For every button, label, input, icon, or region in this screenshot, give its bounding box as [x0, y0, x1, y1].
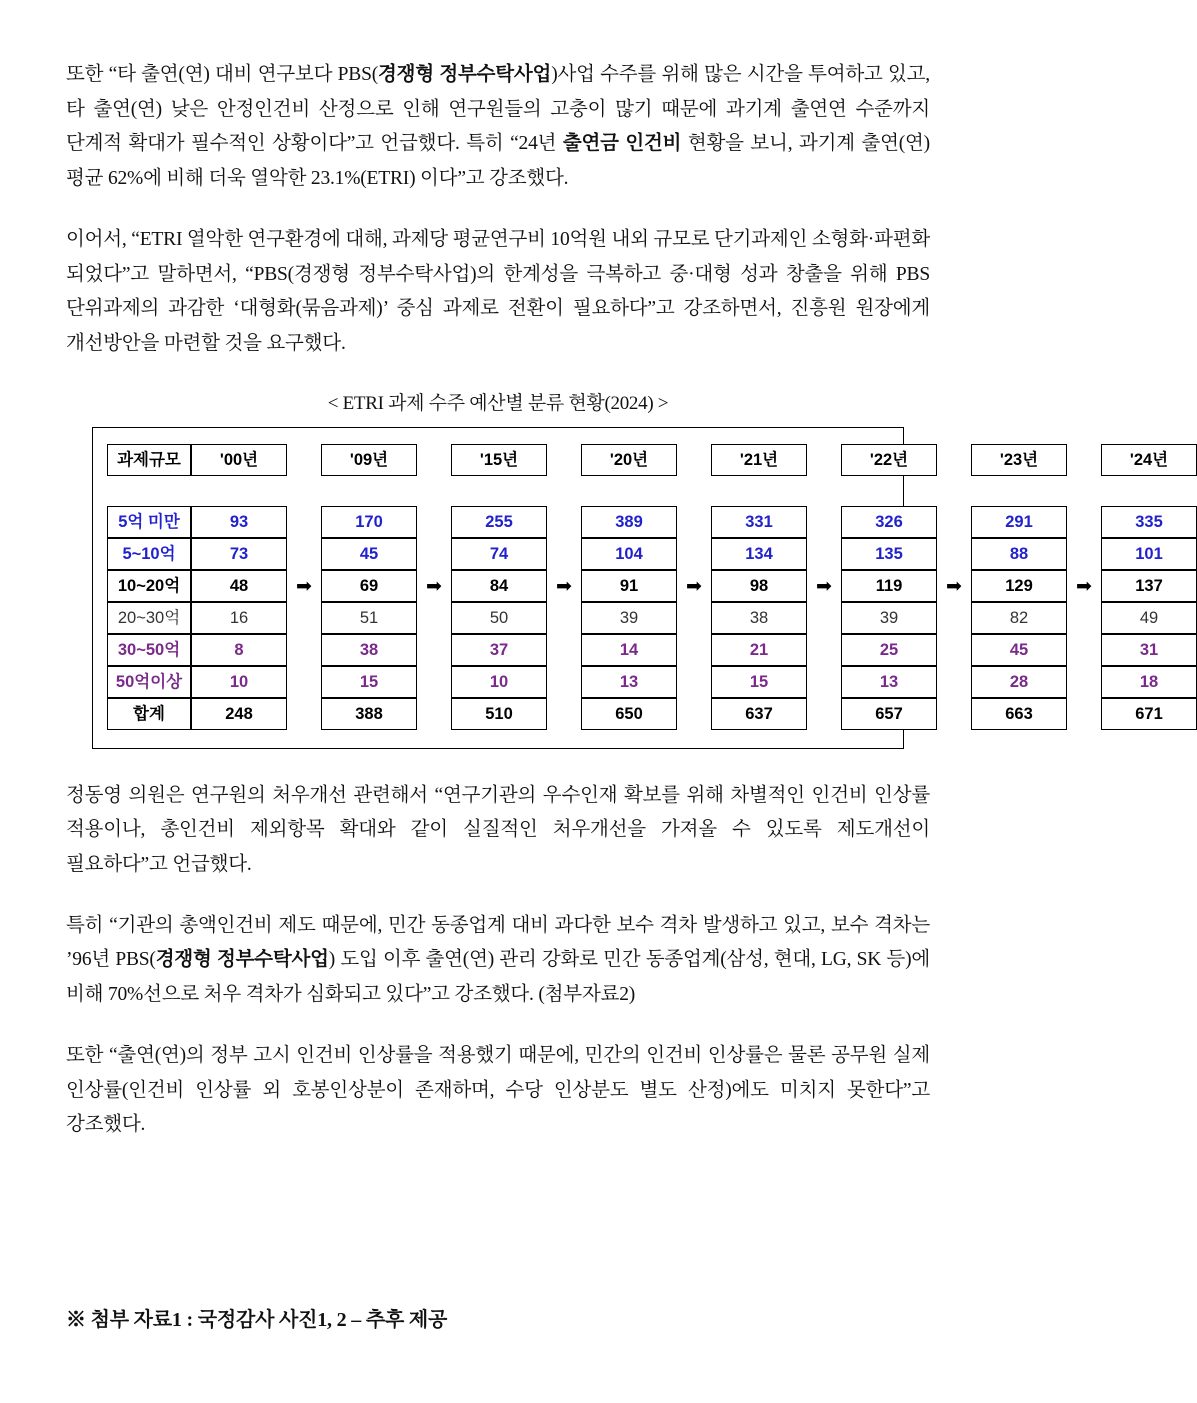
spacer-cell [937, 698, 971, 730]
spacer-cell [807, 538, 841, 570]
table-cell-value: 637 [711, 698, 807, 730]
table-cell-value: 15 [321, 666, 417, 698]
table-cell-value: 93 [191, 506, 287, 538]
table-cell-value: 45 [321, 538, 417, 570]
table-cell-value: 663 [971, 698, 1067, 730]
spacer-cell [417, 634, 451, 666]
row-label: 5~10억 [107, 538, 191, 570]
table-cell-value: 326 [841, 506, 937, 538]
body-text: 또한 “타 출연(연) 대비 연구보다 PBS( [66, 64, 379, 85]
column-header: '23년 [971, 444, 1067, 476]
budget-table [107, 444, 1197, 730]
spacer-cell [1067, 698, 1101, 730]
paragraph-5 [66, 1039, 930, 1143]
table-cell-value: 8 [191, 634, 287, 666]
body-text: )사업 수주를 위해 많은 시간을 투여하고 있고, 타 출연(연) 낮은 안정인건비 산정으로 인해 연구원들의 고충이 많기 때문에 과기계 출연연 수준까지 단계적 확대가 필수적인 상황이다”고 언급했다. 특히 “24년 [66, 64, 930, 155]
table-caption: < ETRI 과제 수주 예산별 분류 현황(2024) > [327, 392, 669, 414]
spacer-cell [287, 538, 321, 570]
table-cell-value: 18 [1101, 666, 1197, 698]
body-text: 또한 “출연(연)의 정부 고시 인건비 인상률을 적용했기 때문에, 민간의 인건비 인상률은 물론 공무원 실제 인상률(인건비 인상률 외 호봉인상분이 존재하며, 수당 인상분도 별도 산정)에도 미치지 못한다”고 강조했다. [66, 1044, 930, 1136]
spacer-cell [807, 666, 841, 698]
table-cell-value: 255 [451, 506, 547, 538]
table-row [107, 602, 1197, 634]
row-label: 5억 미만 [107, 506, 191, 538]
trend-arrow-icon: ➡ [816, 574, 832, 597]
table-row [107, 570, 1197, 602]
emphasis-text: 경쟁형 정부수탁사업 [378, 64, 552, 85]
table-cell-value: 37 [451, 634, 547, 666]
spacer-cell [807, 602, 841, 634]
column-header: '15년 [451, 444, 547, 476]
spacer-cell [417, 538, 451, 570]
column-header: '09년 [321, 444, 417, 476]
budget-table-container [92, 427, 1169, 749]
trend-arrow-icon: ➡ [426, 574, 442, 597]
spacer-cell [287, 666, 321, 698]
attachment-note: ※ 첨부 자료1 : 국정감사 사진1, 2 – 추후 제공 [66, 1308, 448, 1331]
table-cell-value: 45 [971, 634, 1067, 666]
spacer-cell [1067, 666, 1101, 698]
column-header: '22년 [841, 444, 937, 476]
row-spacer [107, 476, 1197, 506]
trend-arrow-icon: ➡ [946, 574, 962, 597]
table-cell-value: 388 [321, 698, 417, 730]
spacer-cell [677, 444, 711, 476]
table-cell-value: 48 [191, 570, 287, 602]
table-cell-value: 10 [451, 666, 547, 698]
spacer-cell [547, 444, 581, 476]
table-cell-value: 69 [321, 570, 417, 602]
table-cell-value: 104 [581, 538, 677, 570]
trend-arrow-icon: ➡ [556, 574, 572, 597]
table-cell-value: 13 [841, 666, 937, 698]
table-cell-value: 170 [321, 506, 417, 538]
row-label: 10~20억 [107, 570, 191, 602]
spacer-cell [937, 602, 971, 634]
table-cell-value: 82 [971, 602, 1067, 634]
table-cell-value: 39 [581, 602, 677, 634]
table-cell-value: 101 [1101, 538, 1197, 570]
spacer-cell [417, 666, 451, 698]
table-cell-value: 16 [191, 602, 287, 634]
row-label: 50억이상 [107, 666, 191, 698]
paragraph-3 [66, 779, 930, 883]
spacer-cell [937, 666, 971, 698]
row-spacer-cell [107, 476, 1197, 506]
spacer-cell [677, 506, 711, 538]
spacer-cell [1067, 444, 1101, 476]
paragraph-1 [66, 58, 930, 197]
table-cell-value: 14 [581, 634, 677, 666]
spacer-cell [677, 634, 711, 666]
spacer-cell [287, 634, 321, 666]
column-header: '21년 [711, 444, 807, 476]
column-header: '00년 [191, 444, 287, 476]
table-row [107, 698, 1197, 730]
table-cell-value: 650 [581, 698, 677, 730]
table-row [107, 506, 1197, 538]
table-cell-value: 74 [451, 538, 547, 570]
table-cell-value: 38 [321, 634, 417, 666]
table-header-row [107, 444, 1197, 476]
table-cell-value: 13 [581, 666, 677, 698]
column-header: '24년 [1101, 444, 1197, 476]
table-cell-value: 291 [971, 506, 1067, 538]
spacer-cell [1067, 538, 1101, 570]
spacer-cell [287, 698, 321, 730]
trend-arrow-icon: ➡ [1076, 574, 1092, 597]
spacer-cell [287, 444, 321, 476]
spacer-cell [807, 506, 841, 538]
table-cell-value: 389 [581, 506, 677, 538]
row-label: 20~30억 [107, 602, 191, 634]
spacer-cell [1067, 634, 1101, 666]
spacer-cell [417, 698, 451, 730]
table-cell-value: 135 [841, 538, 937, 570]
table-cell-value: 10 [191, 666, 287, 698]
body-text: ) 도입 이후 출연(연) 관리 강화로 민간 동종업계(삼성, 현대, LG, SK 등)에 비해 70%선으로 처우 격차가 심화되고 있다”고 강조했다. (첨부자료2) [66, 949, 930, 1006]
spacer-cell [1067, 602, 1101, 634]
spacer-cell [937, 634, 971, 666]
table-cell-value: 31 [1101, 634, 1197, 666]
table-cell-value: 137 [1101, 570, 1197, 602]
spacer-cell [547, 634, 581, 666]
table-cell-value: 248 [191, 698, 287, 730]
table-cell-value: 91 [581, 570, 677, 602]
spacer-cell [547, 666, 581, 698]
table-cell-value: 671 [1101, 698, 1197, 730]
paragraph-2 [66, 223, 930, 362]
spacer-cell [547, 602, 581, 634]
spacer-cell [807, 698, 841, 730]
table-cell-value: 84 [451, 570, 547, 602]
spacer-cell [287, 506, 321, 538]
table-row [107, 538, 1197, 570]
table-cell-value: 49 [1101, 602, 1197, 634]
table-row [107, 634, 1197, 666]
table-cell-value: 331 [711, 506, 807, 538]
table-cell-value: 73 [191, 538, 287, 570]
trend-arrow-icon: ➡ [686, 574, 702, 597]
spacer-cell [417, 602, 451, 634]
table-cell-value: 129 [971, 570, 1067, 602]
table-cell-value: 25 [841, 634, 937, 666]
table-cell-value: 657 [841, 698, 937, 730]
table-cell-value: 134 [711, 538, 807, 570]
spacer-cell [677, 602, 711, 634]
table-cell-value: 510 [451, 698, 547, 730]
table-cell-value: 21 [711, 634, 807, 666]
body-text: 정동영 의원은 연구원의 처우개선 관련해서 “연구기관의 우수인재 확보를 위해 차별적인 인건비 인상률 적용이나, 총인건비 제외항목 확대와 같이 실질적인 처우개선을 가져올 수 있도록 제도개선이 필요하다”고 언급했다. [66, 784, 930, 876]
row-label: 합계 [107, 698, 191, 730]
spacer-cell [677, 666, 711, 698]
table-cell-value: 98 [711, 570, 807, 602]
spacer-cell [677, 538, 711, 570]
table-cell-value: 51 [321, 602, 417, 634]
table-cell-value: 50 [451, 602, 547, 634]
spacer-cell [1067, 506, 1101, 538]
emphasis-text: 출연금 인건비 [562, 133, 682, 155]
body-text: 특히 “기관의 총액인건비 제도 때문에, 민간 동종업계 대비 과다한 보수 격차 발생하고 있고, 보수 격차는 ’96년 PBS( [66, 914, 930, 971]
spacer-cell [287, 602, 321, 634]
spacer-cell [547, 506, 581, 538]
table-cell-value: 119 [841, 570, 937, 602]
table-cell-value: 28 [971, 666, 1067, 698]
spacer-cell [677, 698, 711, 730]
spacer-cell [937, 506, 971, 538]
column-header: '20년 [581, 444, 677, 476]
spacer-cell [417, 444, 451, 476]
spacer-cell [547, 538, 581, 570]
table-row [107, 666, 1197, 698]
table-cell-value: 38 [711, 602, 807, 634]
spacer-cell [547, 698, 581, 730]
spacer-cell [807, 634, 841, 666]
spacer-cell [937, 444, 971, 476]
spacer-cell [937, 538, 971, 570]
column-header-label: 과제규모 [107, 444, 191, 476]
table-cell-value: 15 [711, 666, 807, 698]
table-cell-value: 335 [1101, 506, 1197, 538]
row-label: 30~50억 [107, 634, 191, 666]
paragraph-4 [66, 909, 930, 1013]
trend-arrow-icon: ➡ [296, 574, 312, 597]
body-text: 이어서, “ETRI 열악한 연구환경에 대해, 과제당 평균연구비 10억원 내외 규모로 단기과제인 소형화·파편화 되었다”고 말하면서, “PBS(경쟁형 정부수탁사업)의 한계성을 극복하고 중·대형 성과 창출을 위해 PBS 단위과제의 과감한 ‘대형화(묶음과제)’ 중심 과제로 전환이 필요하다”고 강조하면서, 진흥원 원장에게 개선방안을 마련할 것을 요구했다. [66, 228, 930, 354]
body-text: 현황을 보니, 과기계 출연(연) 평균 62%에 비해 더욱 열악한 23.1%(ETRI) 이다”고 강조했다. [66, 133, 930, 190]
table-cell-value: 39 [841, 602, 937, 634]
spacer-cell [417, 506, 451, 538]
spacer-cell [807, 444, 841, 476]
emphasis-text: 경쟁형 정부수탁사업 [155, 949, 329, 971]
table-cell-value: 88 [971, 538, 1067, 570]
